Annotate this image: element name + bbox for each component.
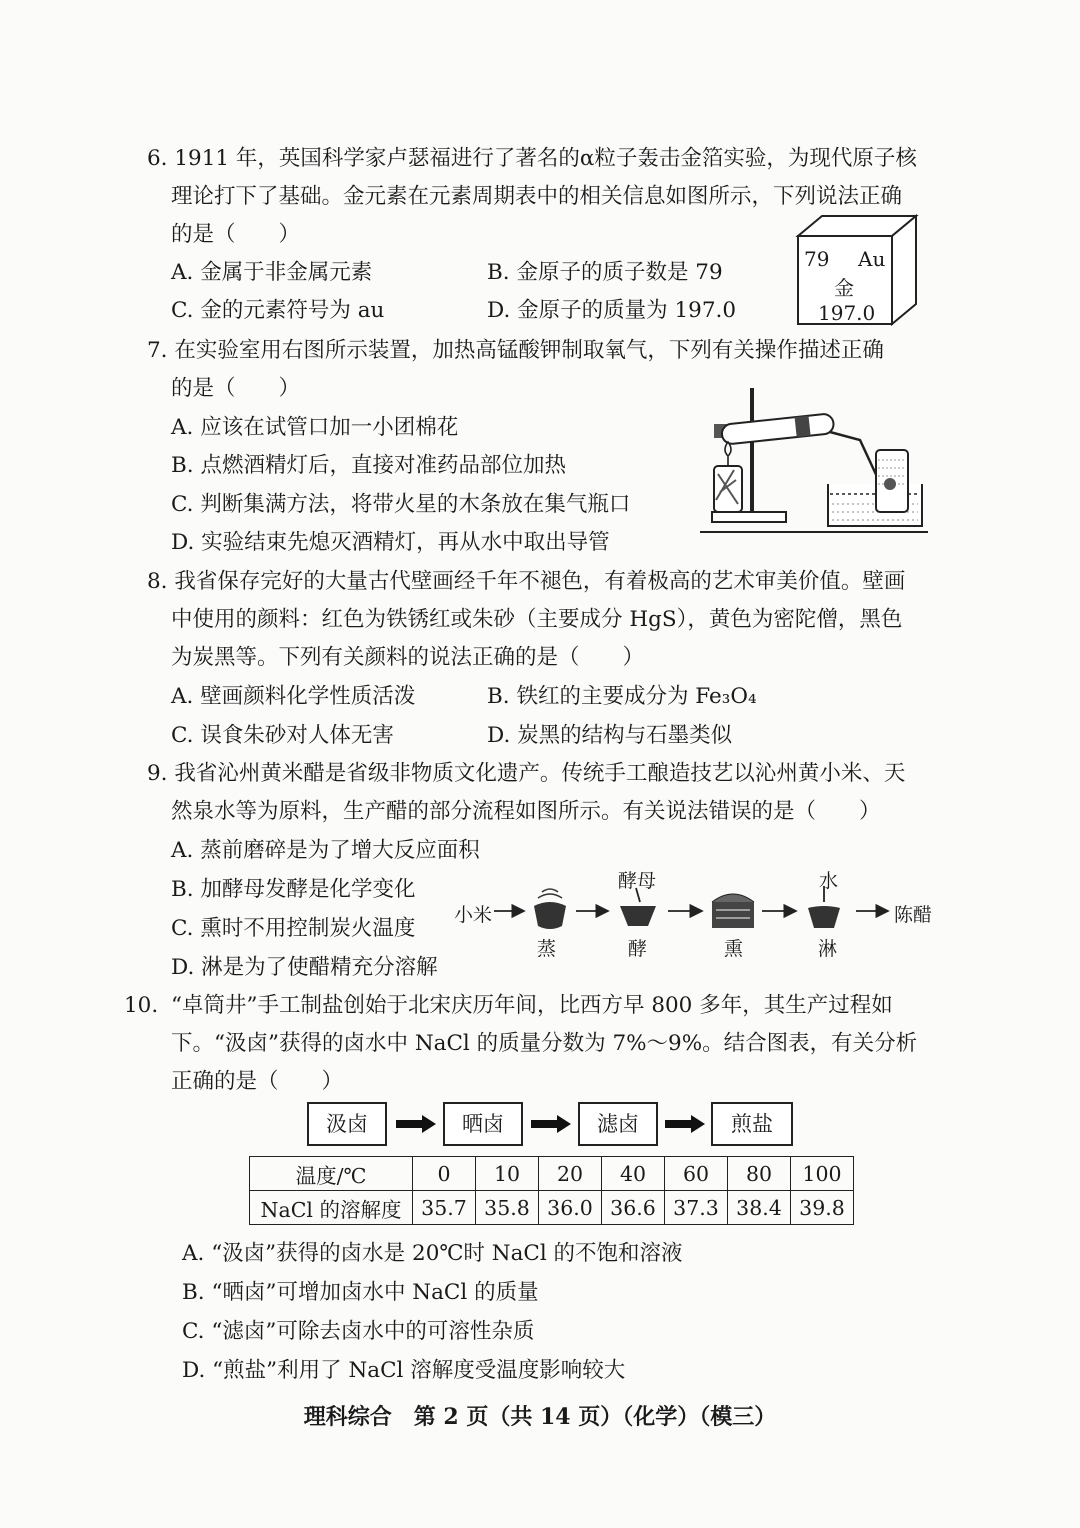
- flow-step-leach: 淋: [818, 938, 838, 960]
- q9-option-c: C. 熏时不用控制炭火温度: [171, 916, 416, 941]
- flow-output-label: 陈醋: [894, 904, 933, 926]
- table-cell: 38.4: [728, 1191, 791, 1225]
- q10-stem-line2: 下。“汲卤”获得的卤水中 NaCl 的质量分数为 7%～9%。结合图表，有关分析: [171, 1031, 918, 1056]
- flow-arrow-1: [396, 1115, 436, 1133]
- oxygen-apparatus-diagram: [700, 380, 930, 536]
- table-cell: 20: [539, 1157, 602, 1191]
- q6-stem-line3: 的是（ ）: [171, 222, 301, 247]
- q8-stem-line1: 8. 我省保存完好的大量古代壁画经千年不褪色，有着极高的艺术审美价值。壁画: [147, 569, 906, 594]
- element-atomic-number: 79: [804, 247, 830, 271]
- q6-option-d: D. 金原子的质量为 197.0: [487, 298, 737, 323]
- q10-option-c: C. “滤卤”可除去卤水中的可溶性杂质: [182, 1319, 535, 1344]
- element-symbol: Au: [858, 247, 886, 271]
- flow-step-smoke: 熏: [724, 938, 744, 960]
- q7-stem-line2: 的是（ ）: [171, 376, 301, 401]
- flow-step-steam: 蒸: [537, 938, 557, 960]
- table-cell: 60: [665, 1157, 728, 1191]
- table-cell: 36.6: [602, 1191, 665, 1225]
- q6-stem-line2: 理论打下了基础。金元素在元素周期表中的相关信息如图所示，下列说法正确: [171, 184, 903, 209]
- table-row: [250, 1157, 854, 1191]
- q7-stem-line1: 7. 在实验室用右图所示装置，加热高锰酸钾制取氧气，下列有关操作描述正确: [147, 338, 884, 363]
- table-header-solubility: NaCl 的溶解度: [250, 1191, 413, 1225]
- table-cell: 39.8: [791, 1191, 854, 1225]
- q10-stem-line1: “卓筒井”手工制盐创始于北宋庆历年间，比西方早 800 多年，其生产过程如: [171, 993, 893, 1018]
- table-cell: 0: [413, 1157, 476, 1191]
- table-cell: 100: [791, 1157, 854, 1191]
- table-header-temperature: 温度/℃: [250, 1157, 413, 1191]
- q9-option-b: B. 加酵母发酵是化学变化: [171, 877, 416, 902]
- table-cell: 35.8: [476, 1191, 539, 1225]
- salt-step-brine-sun: 晒卤: [443, 1102, 523, 1146]
- q7-option-a: A. 应该在试管口加一小团棉花: [171, 415, 459, 440]
- q9-option-a: A. 蒸前磨碎是为了增大反应面积: [171, 838, 480, 863]
- table-cell: 37.3: [665, 1191, 728, 1225]
- table-cell: 35.7: [413, 1191, 476, 1225]
- vinegar-flow-diagram: [490, 876, 894, 938]
- q6-stem-line1: 6. 1911 年，英国科学家卢瑟福进行了著名的α粒子轰击金箔实验，为现代原子核: [147, 146, 917, 171]
- q6-option-c: C. 金的元素符号为 au: [171, 298, 385, 323]
- salt-step-boil: 煎盐: [711, 1102, 793, 1146]
- flow-water-label: 水: [819, 870, 839, 892]
- q8-stem-line2: 中使用的颜料：红色为铁锈红或朱砂（主要成分 HgS），黄色为密陀僧，黑色: [171, 607, 903, 632]
- element-name: 金: [834, 276, 854, 300]
- q10-stem-line3: 正确的是（ ）: [171, 1069, 344, 1094]
- flow-yeast-label: 酵母: [618, 870, 657, 892]
- table-cell: 80: [728, 1157, 791, 1191]
- q8-option-d: D. 炭黑的结构与石墨类似: [487, 723, 733, 748]
- q8-option-a: A. 壁画颜料化学性质活泼: [171, 684, 416, 709]
- q9-stem-line2: 然泉水等为原料，生产醋的部分流程如图所示。有关说法错误的是（ ）: [171, 799, 881, 824]
- table-cell: 10: [476, 1157, 539, 1191]
- table-cell: 36.0: [539, 1191, 602, 1225]
- q8-stem-line3: 为炭黑等。下列有关颜料的说法正确的是（ ）: [171, 645, 645, 670]
- q6-option-b: B. 金原子的质子数是 79: [487, 260, 723, 285]
- q9-option-d: D. 淋是为了使醋精充分溶解: [171, 955, 438, 980]
- q10-option-b: B. “晒卤”可增加卤水中 NaCl 的质量: [182, 1280, 539, 1305]
- q9-stem-line1: 9. 我省沁州黄米醋是省级非物质文化遗产。传统手工酿造技艺以沁州黄小米、天: [147, 761, 906, 786]
- nacl-solubility-table: [249, 1156, 854, 1225]
- element-atomic-mass: 197.0: [818, 301, 876, 325]
- flow-arrow-3: [665, 1115, 705, 1133]
- flow-step-ferment: 酵: [628, 938, 648, 960]
- q7-option-d: D. 实验结束先熄灭酒精灯，再从水中取出导管: [171, 530, 610, 555]
- salt-step-brine-draw: 汲卤: [307, 1102, 387, 1146]
- q8-option-b: B. 铁红的主要成分为 Fe₃O₄: [487, 684, 757, 709]
- table-cell: 40: [602, 1157, 665, 1191]
- q7-option-c: C. 判断集满方法，将带火星的木条放在集气瓶口: [171, 492, 631, 517]
- q10-option-d: D. “煎盐”利用了 NaCl 溶解度受温度影响较大: [182, 1358, 626, 1383]
- q10-number: 10.: [124, 993, 159, 1018]
- q10-option-a: A. “汲卤”获得的卤水是 20℃时 NaCl 的不饱和溶液: [182, 1241, 683, 1266]
- salt-step-brine-filter: 滤卤: [578, 1102, 658, 1146]
- q6-option-a: A. 金属于非金属元素: [171, 260, 373, 285]
- q8-option-c: C. 误食朱砂对人体无害: [171, 723, 394, 748]
- table-row: [250, 1191, 854, 1225]
- flow-input-label: 小米: [454, 904, 493, 926]
- page-footer: 理科综合 第 2 页（共 14 页）（化学）（模三）: [303, 1404, 777, 1430]
- q7-option-b: B. 点燃酒精灯后，直接对准药品部位加热: [171, 453, 566, 478]
- flow-arrow-2: [531, 1115, 571, 1133]
